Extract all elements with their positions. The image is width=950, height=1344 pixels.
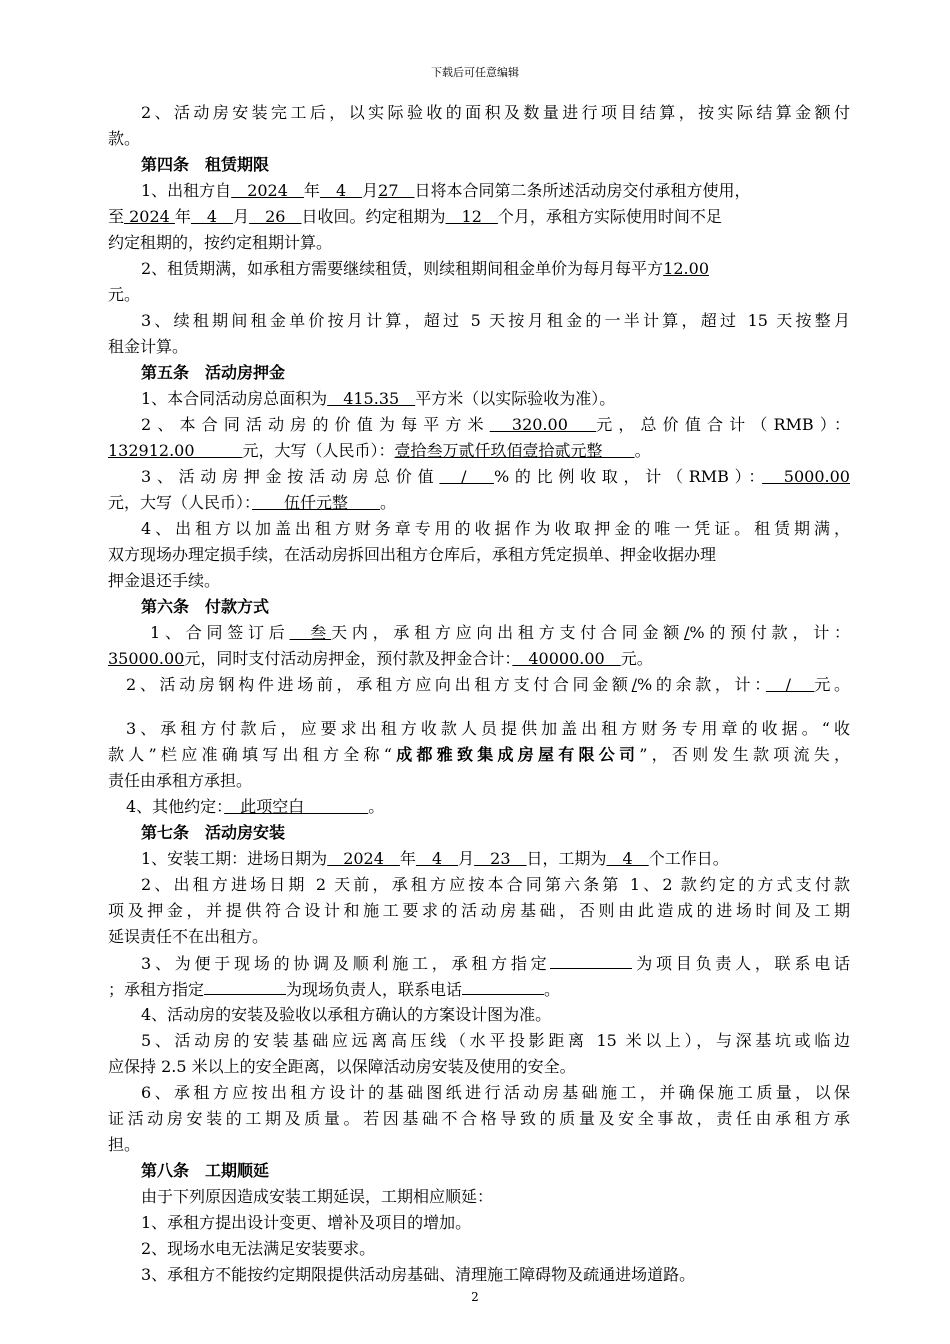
paragraph-line: 由于下列原因造成安装工期延误，工期相应顺延：	[141, 1187, 494, 1206]
paragraph-line: 2、活动房钢构件进场前，承租方应向出租方支付合同金额/%的余款，计： / 元。	[126, 675, 850, 694]
deposit-cn-field: 伍仟元整	[252, 493, 381, 512]
prepay-ratio-field: /	[684, 623, 690, 642]
total-value-cn-field: 壹拾叁万贰仟玖佰壹拾贰元整	[394, 441, 635, 460]
rest-field: /	[765, 675, 815, 694]
paragraph-line: 1、合同签订后 叁天内，承租方应向出租方支付合同金额/%的预付款，计：	[150, 623, 850, 642]
end-year-field: 2024	[124, 207, 175, 226]
section-title: 第八条 工期顺延	[141, 1161, 270, 1180]
paragraph-line: ；承租方指定 为现场负责人，联系电话 。	[108, 976, 850, 1003]
paragraph-line: 延误责任不在出租方。	[108, 927, 269, 946]
paragraph-line: 35000.00元，同时支付活动房押金，预付款及押金合计： 40000.00 元。	[108, 649, 653, 668]
paragraph-line: 1、本合同活动房总面积为 415.35 平方米（以实际验收为准）。	[141, 389, 616, 408]
paragraph-line: 项及押金，并提供符合设计和施工要求的活动房基础，否则由此造成的进场时间及工期	[108, 901, 850, 920]
period-field: 4	[606, 849, 649, 868]
sum-field: 40000.00	[512, 649, 621, 668]
prepay-field: 35000.00	[108, 649, 185, 668]
paragraph-line: 2、租赁期满，如承租方需要继续租赁，则续租期间租金单价为每月每平方12.00	[141, 259, 709, 278]
paragraph-line: 双方现场办理定损手续，在活动房拆回出租方仓库后，承租方凭定损单、押金收据办理	[108, 545, 717, 564]
start-month-field: 4	[319, 181, 363, 200]
section-title: 第四条 租赁期限	[141, 155, 270, 174]
company-name: 成都雅致集成房屋有限公司	[391, 745, 640, 764]
paragraph-line: 押金退还手续。	[108, 571, 221, 590]
paragraph-line: 2、现场水电无法满足安装要求。	[141, 1239, 376, 1258]
paragraph-line: 责任由承租方承担。	[108, 771, 253, 790]
paragraph-line: 3、活动房押金按活动房总价值 / %的比例收取，计（RMB）： 5000.00	[141, 467, 850, 486]
paragraph-line: 4、出租方以加盖出租方财务章专用的收据作为收取押金的唯一凭证。租赁期满，	[141, 519, 850, 538]
paragraph-line: 4、其他约定： 此项空白 。	[126, 797, 385, 816]
paragraph-line: 至 2024 年 4 月 26 日收回。约定租期为 12 个月，承租方实际使用时间不足	[108, 207, 722, 226]
renew-price-field: 12.00	[663, 259, 709, 278]
paragraph-line: 2、本合同活动房的价值为每平方米 320.00 元，总价值合计（RMB）：	[141, 415, 850, 434]
end-day-field: 26	[249, 207, 302, 226]
section-title: 第六条 付款方式	[141, 597, 270, 616]
end-month-field: 4	[190, 207, 234, 226]
start-year-field: 2024	[231, 181, 304, 200]
paragraph-line: 元，大写（人民币）： 伍仟元整 。	[108, 493, 397, 512]
paragraph-line: 3、为便于现场的协调及顺利施工，承租方指定 为项目负责人，联系电话	[141, 950, 850, 977]
paragraph-line: 4、活动房的安装及验收以承租方确认的方案设计图为准。	[141, 1005, 552, 1024]
site-manager-blank	[204, 976, 286, 995]
deposit-field: 5000.00	[762, 467, 850, 486]
paragraph-line: 应保持 2.5 米以上的安全距离，以保障活动房安装及使用的安全。	[108, 1057, 576, 1076]
paragraph-line: 3、续租期间租金单价按月计算，超过 5 天按月租金的一半计算，超过 15 天按整月	[141, 311, 850, 330]
paragraph-line: 5、活动房的安装基础应远离高压线（水平投影距离 15 米以上），与深基坑或临边	[141, 1031, 850, 1050]
page-header: 下载后可任意编辑	[431, 66, 519, 79]
other-terms-field: 此项空白	[224, 797, 369, 816]
entry-year-field: 2024	[327, 849, 400, 868]
paragraph-line: 3、承租方不能按约定期限提供活动房基础、清理施工障碍物及疏通进场道路。	[141, 1265, 696, 1284]
project-manager-blank	[550, 950, 632, 969]
entry-day-field: 23	[474, 849, 527, 868]
section-title: 第五条 活动房押金	[141, 363, 286, 382]
deposit-ratio-field: /	[439, 467, 494, 486]
area-field: 415.35	[327, 389, 416, 408]
days-field: 叁	[289, 623, 332, 642]
paragraph-line: 2、活动房安装完工后，以实际验收的面积及数量进行项目结算，按实际结算金额付	[141, 103, 850, 122]
paragraph-line: 款。	[108, 129, 141, 148]
section-title: 第七条 活动房安装	[141, 823, 286, 842]
paragraph-line: 租金计算。	[108, 337, 189, 356]
term-field: 12	[445, 207, 498, 226]
start-day-field: 27	[378, 181, 415, 200]
paragraph-line: 元。	[108, 285, 141, 304]
site-phone-blank	[462, 976, 544, 995]
paragraph-line: 证活动房安装的工期及质量。若因基础不合格导致的质量及安全事故，责任由承租方承	[108, 1109, 850, 1128]
paragraph-line: 1、承租方提出设计变更、增补及项目的增加。	[141, 1213, 472, 1232]
paragraph-line: 3、承租方付款后，应要求出租方收款人员提供加盖出租方财务专用章的收据。“收	[126, 719, 850, 738]
entry-month-field: 4	[415, 849, 459, 868]
paragraph-line: 1、出租方自 2024 年 4 月27 日将本合同第二条所述活动房交付承租方使用，	[141, 181, 751, 200]
total-value-field: 132912.00	[108, 441, 243, 460]
paragraph-line: 6、承租方应按出租方设计的基础图纸进行活动房基础施工，并确保施工质量，以保	[141, 1083, 850, 1102]
unit-price-field: 320.00	[489, 415, 597, 434]
paragraph-line: 132912.00 元，大写（人民币）：壹拾叁万贰仟玖佰壹拾贰元整 。	[108, 441, 651, 460]
page-number: 2	[471, 1290, 479, 1304]
paragraph-line: 担。	[108, 1135, 141, 1154]
paragraph-line: 1、安装工期：进场日期为 2024 年 4 月 23 日，工期为 4 个工作日。	[141, 849, 729, 868]
paragraph-line: 款人”栏应准确填写出租方全称“成都雅致集成房屋有限公司”，否则发生款项流失，	[108, 745, 850, 764]
paragraph-line: 约定租期的，按约定租期计算。	[108, 233, 333, 252]
rest-ratio-field: /	[631, 675, 637, 694]
paragraph-line: 2、出租方进场日期 2 天前，承租方应按本合同第六条第 1、2 款约定的方式支付款	[141, 875, 850, 894]
